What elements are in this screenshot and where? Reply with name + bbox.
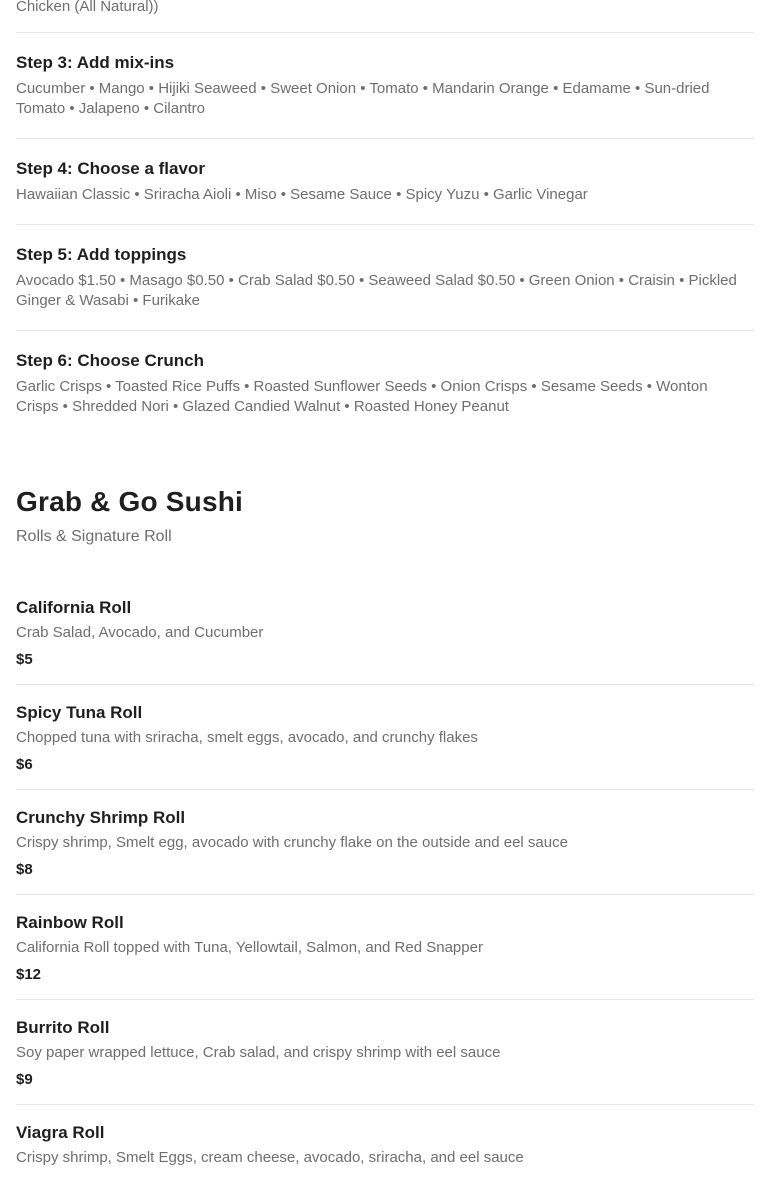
item-description: Crispy shrimp, Smelt Eggs, cream cheese, avocado, sriracha, and eel sauce	[16, 1149, 524, 1166]
item-price: $6	[16, 756, 33, 773]
menu-item-rainbow-roll	[16, 895, 754, 999]
item-description: California Roll topped with Tuna, Yellowtail, Salmon, and Red Snapper	[16, 939, 483, 956]
step-options: Cucumber • Mango • Hijiki Seaweed • Sweet Onion • Tomato • Mandarin Orange • Edamame • Sun-dried Tomato • Jalapeno • Cilantro	[16, 80, 710, 117]
step-options: Avocado $1.50 • Masago $0.50 • Crab Salad $0.50 • Seaweed Salad $0.50 • Green Onion • Craisin • Pickled Ginger & Wasabi • Furikake	[16, 272, 737, 309]
menu-item-california-roll	[16, 598, 754, 684]
build-step-3	[16, 33, 754, 138]
step-title: Step 4: Choose a flavor	[16, 159, 205, 178]
item-price: $9	[16, 1071, 33, 1088]
section-subtitle: Rolls & Signature Roll	[16, 528, 172, 545]
step-title: Step 5: Add toppings	[16, 245, 187, 264]
item-name: Viagra Roll	[16, 1123, 105, 1142]
item-description: Crab Salad, Avocado, and Cucumber	[16, 624, 264, 641]
item-price: $8	[16, 861, 33, 878]
build-step-5	[16, 225, 754, 330]
item-description: Chopped tuna with sriracha, smelt eggs, avocado, and crunchy flakes	[16, 729, 478, 746]
item-name: Rainbow Roll	[16, 913, 124, 932]
item-price: $5	[16, 651, 33, 668]
item-price: $12	[16, 966, 42, 983]
item-name: Spicy Tuna Roll	[16, 703, 143, 722]
menu-section-header	[16, 485, 754, 547]
step-options: Garlic Crisps • Toasted Rice Puffs • Roasted Sunflower Seeds • Onion Crisps • Sesame Seeds • Wonton Crisps • Shredded Nori • Glazed Candied Walnut • Roasted Honey Peanut	[16, 378, 708, 415]
item-name: Burrito Roll	[16, 1018, 110, 1037]
item-name: California Roll	[16, 598, 132, 617]
item-name: Crunchy Shrimp Roll	[16, 808, 186, 827]
section-title: Grab & Go Sushi	[16, 486, 244, 517]
item-description: Crispy shrimp, Smelt egg, avocado with crunchy flake on the outside and eel sauce	[16, 834, 568, 851]
item-description: Soy paper wrapped lettuce, Crab salad, and crispy shrimp with eel sauce	[16, 1044, 501, 1061]
menu-item-spicy-tuna-roll	[16, 685, 754, 789]
menu-item-viagra-roll	[16, 1105, 754, 1189]
step-options: Hawaiian Classic • Sriracha Aioli • Miso • Sesame Sauce • Spicy Yuzu • Garlic Vinegar	[16, 186, 588, 203]
previous-item-description-partial: Chicken (All Natural))	[16, 0, 159, 15]
menu-item-burrito-roll	[16, 1000, 754, 1104]
step-title: Step 3: Add mix-ins	[16, 53, 175, 72]
step-title: Step 6: Choose Crunch	[16, 351, 204, 370]
build-step-6	[16, 331, 754, 436]
build-step-4	[16, 139, 754, 224]
menu-item-list	[16, 598, 754, 1189]
menu-item-crunchy-shrimp-roll	[16, 790, 754, 894]
